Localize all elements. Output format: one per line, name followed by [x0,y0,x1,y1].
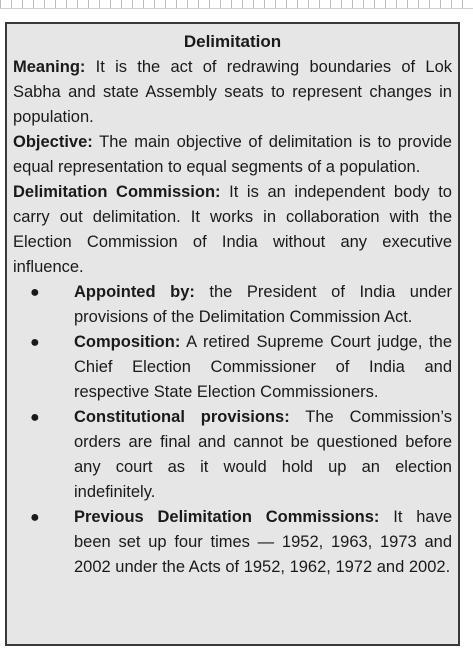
list-item-appointed-by [13,280,452,330]
bullet-icon: ● [30,409,40,426]
bullet-icon: ● [30,334,40,351]
meaning-paragraph [13,55,452,130]
objective-label: Objective: [13,133,93,151]
list-item-previous-commissions [13,505,452,580]
objective-paragraph [13,130,452,180]
box-title: Delimitation [183,32,282,51]
commission-paragraph [13,180,452,280]
point-text: It have been set up four times — 1952, 1963, 1973 and 2002 under the Acts of 1952, 1962, 1972 and 2002. [74,508,452,576]
point-text: the President of India under provisions of the Delimitation Commission Act. [74,283,452,326]
commission-label: Delimitation Commission: [13,183,221,201]
objective-text: The main objective of delimitation is to provide equal representation to equal segments of a population. [13,133,452,176]
list-item-constitutional-provisions [13,405,452,505]
meaning-label: Meaning: [13,58,86,76]
point-label: Constitutional provisions: [74,408,290,426]
point-label: Composition: [74,333,181,351]
point-label: Appointed by: [74,283,195,301]
bullet-icon: ● [30,509,40,526]
commission-text: It is an independent body to carry out delimitation. It works in collaboration with the Election Commission of India without any executive influence. [13,183,452,276]
delimitation-info-box [5,22,460,646]
bullet-icon: ● [30,284,40,301]
top-ruler-border [0,0,473,9]
commission-points-list [13,280,452,580]
point-label: Previous Delimitation Commissions: [74,508,380,526]
point-text: A retired Supreme Court judge, the Chief Election Commissioner of India and respective State Election Commissioners. [74,333,452,401]
list-item-composition [13,330,452,405]
point-text: The Commission’s orders are final and cannot be questioned before any court as it would hold up an election indefinitely. [74,408,452,501]
meaning-text: It is the act of redrawing boundaries of Lok Sabha and state Assembly seats to represent changes in population. [13,58,452,126]
